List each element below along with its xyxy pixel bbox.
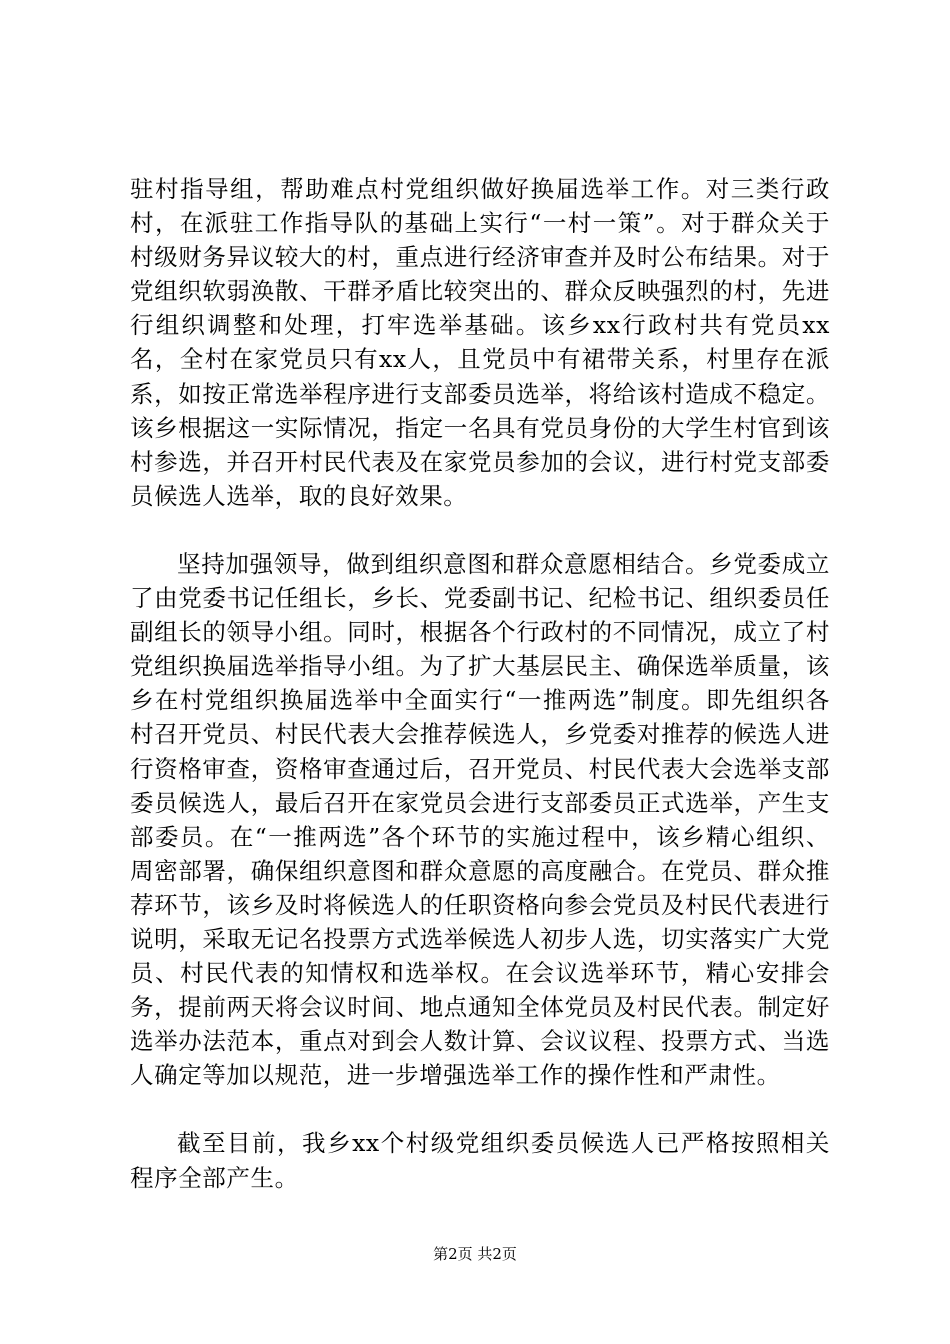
paragraph-leadership: 坚持加强领导，做到组织意图和群众意愿相结合。乡党委成立了由党委书记任组长，乡长、党委副书记、纪检书记、组织委员任副组长的领导小组。同时，根据各个行政村的不同情况，成立了村党组织换届选举指导小组。为了扩大基层民主、确保选举质量，该乡在村党组织换届选举中全面实行“一推两选”制度。即先组织各村召开党员、村民代表大会推荐候选人，乡党委对推荐的候选人进行资格审查，资格审查通过后，召开党员、村民代表大会选举支部委员候选人，最后召开在家党员会进行支部委员正式选举，产生支部委员。在“一推两选”各个环节的实施过程中，该乡精心组织、周密部署，确保组织意图和群众意愿的高度融合。在党员、群众推荐环节，该乡及时将候选人的任职资格向参会党员及村民代表进行说明，采取无记名投票方式选举候选人初步人选，切实落实广大党员、村民代表的知情权和选举权。在会议选举环节，精心安排会务，提前两天将会议时间、地点通知全体党员及村民代表。制定好选举办法范本，重点对到会人数计算、会议议程、投票方式、当选人确定等加以规范，进一步增强选举工作的操作性和严肃性。 [130,549,830,1090]
document-body [130,172,830,1195]
page-number-footer: 第2页 共2页 [433,1245,517,1263]
paragraph-conclusion: 截至目前，我乡xx个村级党组织委员候选人已严格按照相关程序全部产生。 [130,1129,830,1192]
paragraph-continuation: 驻村指导组，帮助难点村党组织做好换届选举工作。对三类行政村，在派驻工作指导队的基础上实行“一村一策”。对于群众关于村级财务异议较大的村，重点进行经济审查并及时公布结果。对于党组织软弱涣散、干群矛盾比较突出的、群众反映强烈的村，先进行组织调整和处理，打牢选举基础。该乡xx行政村共有党员xx名，全村在家党员只有xx人，且党员中有裙带关系，村里存在派系，如按正常选举程序进行支部委员选举，将给该村造成不稳定。该乡根据这一实际情况，指定一名具有党员身份的大学生村官到该村参选，并召开村民代表及在家党员参加的会议，进行村党支部委员候选人选举，取的良好效果。 [130,175,830,510]
